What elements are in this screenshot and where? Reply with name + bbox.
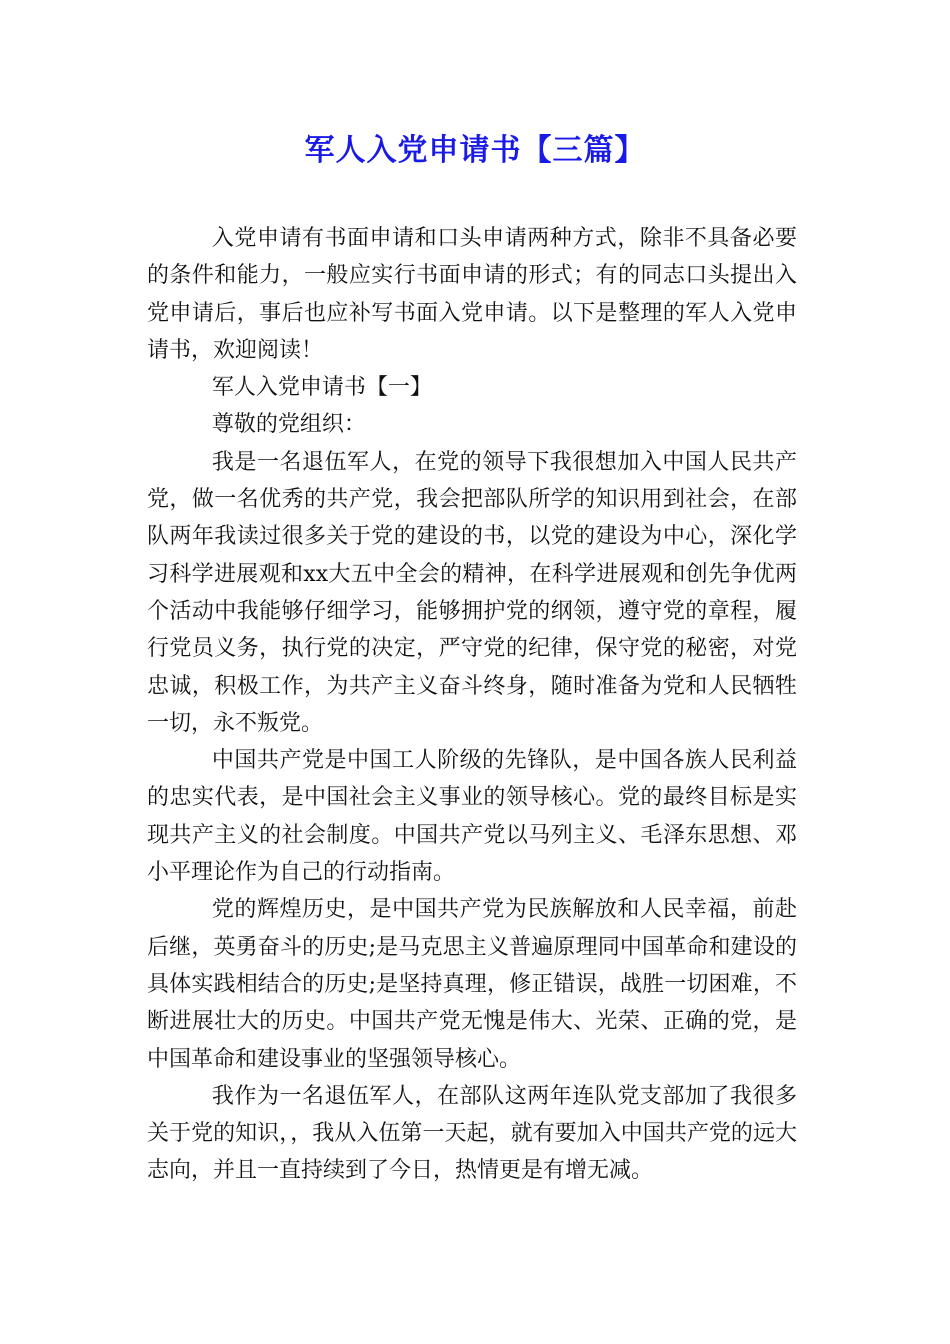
salutation: 尊敬的党组织： — [211, 412, 366, 438]
body-paragraph: 中国共产党是中国工人阶级的先锋队，是中国各族人民利益的忠实代表，是中国社会主义事业的领导核心。党的最终目标是实现共产主义的社会制度。中国共产党以马列主义、毛泽东思想、邓小平理论作为自己的行动指南。 — [147, 748, 797, 886]
body-paragraph: 我作为一名退伍军人，在部队这两年连队党支部加了我很多关于党的知识，，我从入伍第一天起，就有要加入中国共产党的远大志向，并且一直持续到了今日，热情更是有增无减。 — [147, 1083, 797, 1184]
document-title: 军人入党申请书【三篇】 — [304, 133, 646, 168]
body-paragraph: 党的辉煌历史，是中国共产党为民族解放和人民幸福，前赴后继，英勇奋斗的历史;是马克思主义普遍原理同中国革命和建设的具体实践相结合的历史;是坚持真理，修正错误，战胜一切困难，不断进展壮大的历史。中国共产党无愧是伟大、光荣、正确的党，是中国革命和建设事业的坚强领导核心。 — [147, 897, 797, 1072]
document-body — [147, 220, 797, 1190]
intro-paragraph: 入党申请有书面申请和口头申请两种方式，除非不具备必要的条件和能力，一般应实行书面申请的形式；有的同志口头提出入党申请后，事后也应补写书面入党申请。以下是整理的军人入党申请书，欢迎阅读！ — [147, 226, 797, 363]
body-paragraph: 我是一名退伍军人，在党的领导下我很想加入中国人民共产党，做一名优秀的共产党，我会把部队所学的知识用到社会，在部队两年我读过很多关于党的建设的书，以党的建设为中心，深化学习科学进展观和xx大五中全会的精神，在科学进展观和创先争优两个活动中我能够仔细学习，能够拥护党的纲领，遵守党的章程，履行党员义务，执行党的决定，严守党的纪律，保守党的秘密，对党忠诚，积极工作，为共产主义奋斗终身，随时准备为党和人民牺牲一切，永不叛党。 — [147, 449, 797, 736]
section-heading: 军人入党申请书【一】 — [211, 375, 432, 401]
